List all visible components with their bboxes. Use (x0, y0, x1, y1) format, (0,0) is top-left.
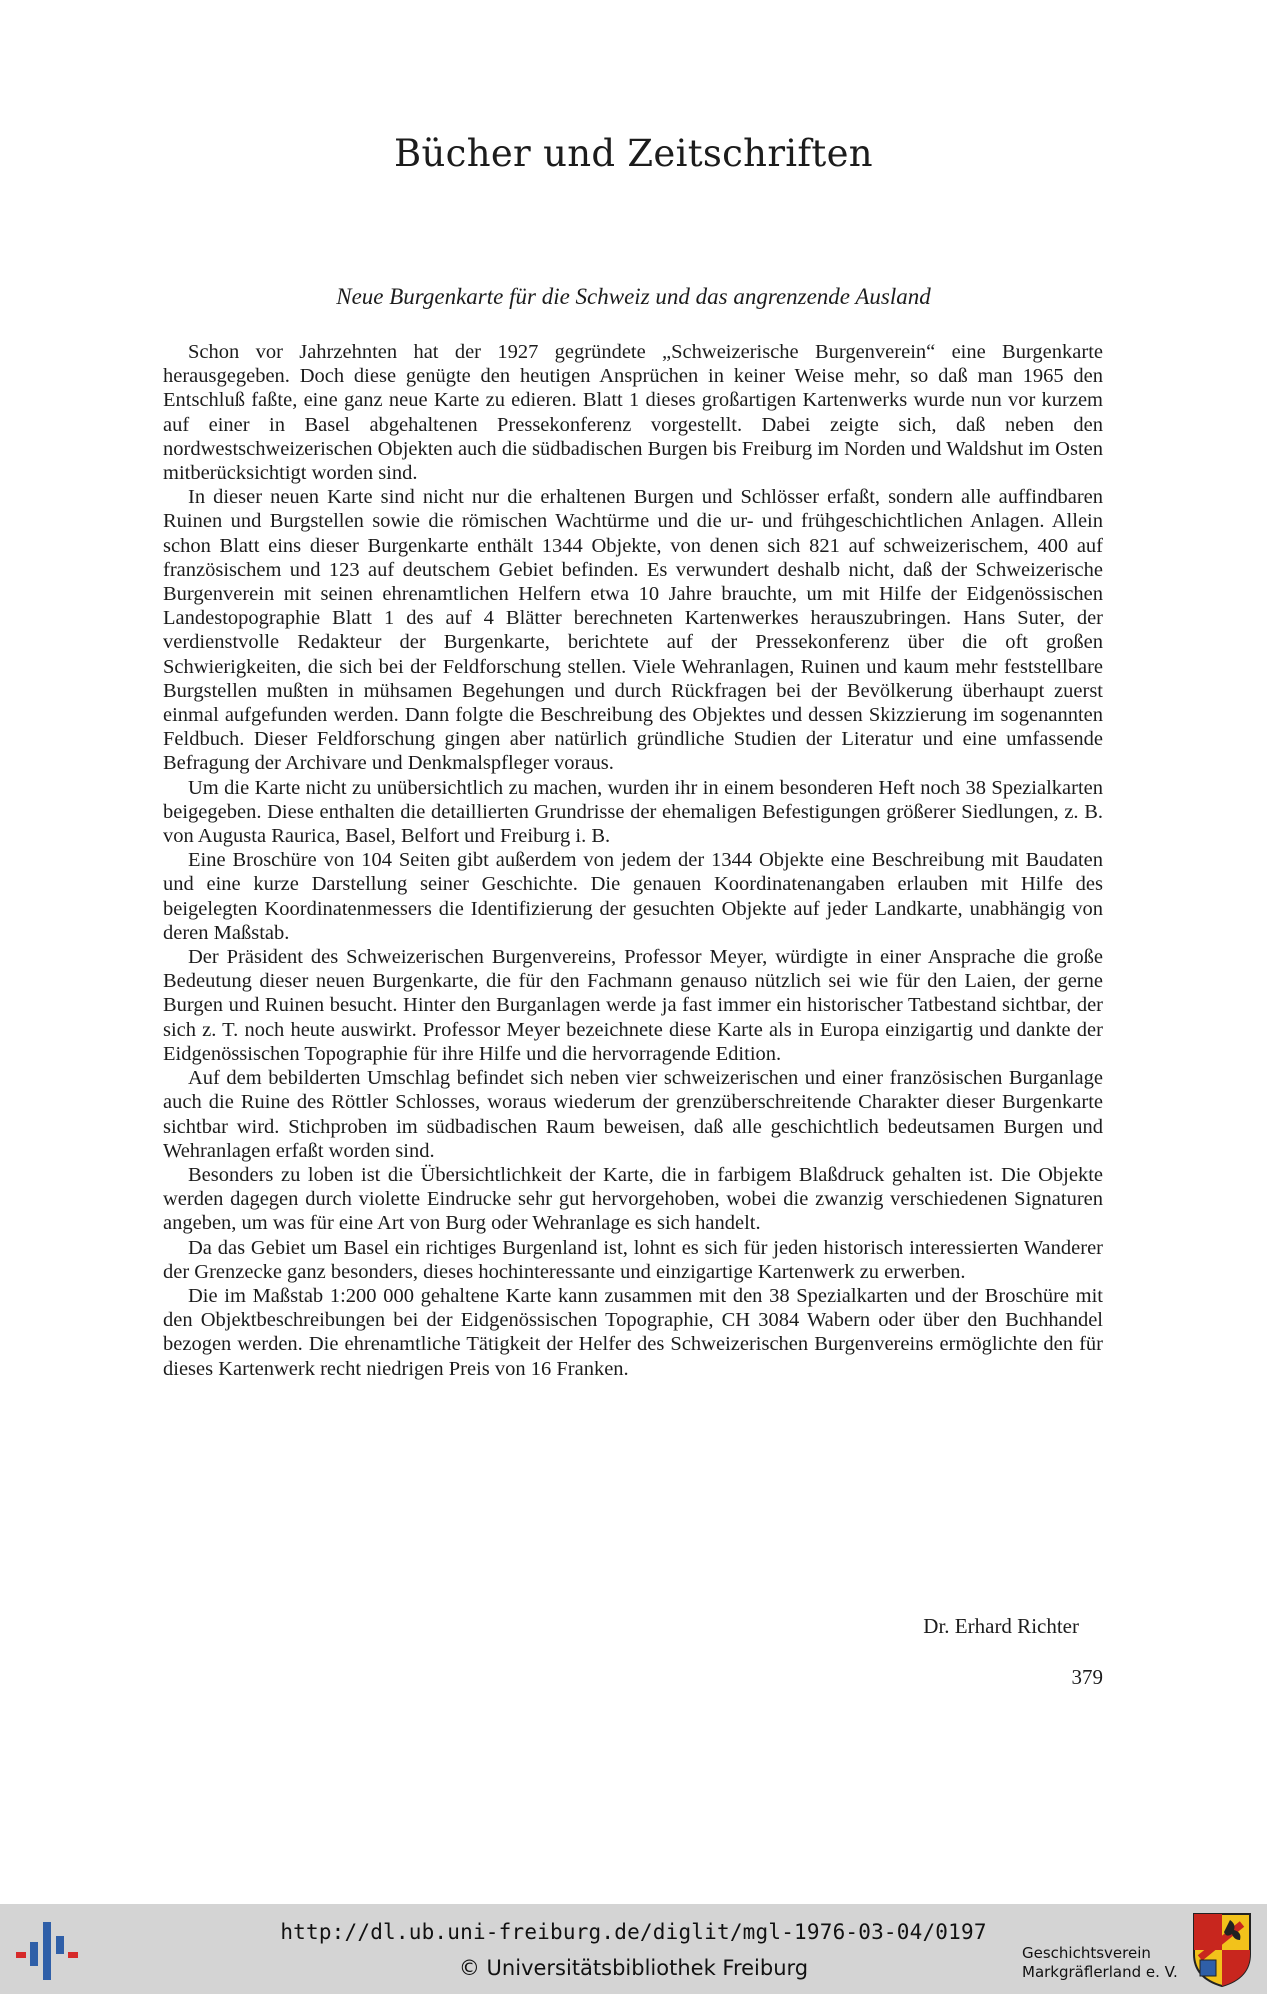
permalink-link[interactable]: http://dl.ub.uni-freiburg.de/diglit/mgl-1976-03-04/0197 (280, 1920, 987, 1944)
paragraph: In dieser neuen Karte sind nicht nur die erhaltenen Burgen und Schlösser erfaßt, sondern alle auffindbaren Ruinen und Burgstellen sowie die römischen Wachtürme und die ur- und frühgeschichtlichen Anlagen. Allein schon Blatt eins dieser Burgenkarte enthält 1344 Objekte, von denen sich 821 auf schweizerischem, 400 auf französischem und 123 auf deutschem Gebiet befinden. Es verwundert deshalb nicht, daß der Schweizerische Burgenverein mit seinen ehrenamtlichen Helfern etwa 10 Jahre brauchte, um mit Hilfe der Eidgenössischen Landestopographie Blatt 1 des auf 4 Blätter berechneten Kartenwerkes herauszubringen. Hans Suter, der verdienstvolle Redakteur der Burgenkarte, berichtete auf der Pressekonferenz über die oft großen Schwierigkeiten, die sich bei der Feldforschung stellen. Viele Wehranlagen, Ruinen und kaum mehr feststellbare Burgstellen mußten in mühsamen Begehungen und durch Rückfragen bei der Bevölkerung überhaupt zuerst einmal aufgefunden werden. Dann folgte die Beschreibung des Objektes und dessen Skizzierung im sogenannten Feldbuch. Dieser Feldforschung gingen aber natürlich gründliche Studien der Literatur und eine umfassende Befragung der Archivare und Denkmalspfleger voraus. (163, 486, 1103, 775)
author-signature: Dr. Erhard Richter (923, 1614, 1079, 1638)
paragraph: Um die Karte nicht zu unübersichtlich zu machen, wurden ihr in einem besonderen Heft noch 38 Spezialkarten beigegeben. Diese enthalten die detaillierten Grundrisse der ehemaligen Befestigungen größerer Siedlungen, z. B. von Augusta Raurica, Basel, Belfort und Freiburg i. B. (163, 776, 1103, 848)
footer-bar (0, 1904, 1267, 1994)
paragraph: Besonders zu loben ist die Übersichtlichkeit der Karte, die in farbigem Blaßdruck gehalten ist. Die Objekte werden dagegen durch violette Eindrucke sehr gut hervorgehoben, wobei die zwanzig verschiedenen Signaturen angeben, um was für eine Art von Burg oder Wehranlage es sich handelt. (163, 1163, 1103, 1235)
paragraph: Der Präsident des Schweizerischen Burgenvereins, Professor Meyer, würdigte in einer Ansprache die große Bedeutung dieser neuen Burgenkarte, die für den Fachmann genauso nützlich sei wie für den Laien, der gerne Burgen und Ruinen besucht. Hinter den Burganlagen werde ja fast immer ein historischer Tatbestand sichtbar, der sich z. T. noch heute auswirkt. Professor Meyer bezeichnete diese Karte als in Europa einzigartig und dankte der Eidgenössischen Topographie für ihre Hilfe und die hervorragende Edition. (163, 946, 1103, 1065)
permalink-url[interactable] (0, 1920, 1267, 1944)
article-subtitle: Neue Burgenkarte für die Schweiz und das angrenzende Ausland (336, 284, 931, 309)
paragraph: Die im Maßstab 1:200 000 gehaltene Karte kann zusammen mit den 38 Spezialkarten und der Broschüre mit den Objektbeschreibungen bei der Eidgenössischen Topographie, CH 3084 Wabern oder über den Buchhandel bezogen werden. Die ehrenamtliche Tätigkeit der Helfer des Schweizerischen Burgenvereins ermöglichte den für dieses Kartenwerk recht niedrigen Preis von 16 Franken. (163, 1284, 1103, 1380)
paragraph: Eine Broschüre von 104 Seiten gibt außerdem von jedem der 1344 Objekte eine Beschreibung mit Baudaten und eine kurze Darstellung seiner Geschichte. Die genauen Koordinatenangaben erlauben mit Hilfe des beigelegten Koordinatenmessers die Identifizierung der gesuchten Objekte auf jeder Landkarte, unabhängig von deren Maßstab. (163, 849, 1103, 944)
page-title: Bücher und Zeitschriften (394, 132, 873, 175)
paragraph: Auf dem bebilderten Umschlag befindet sich neben vier schweizerischen und einer französischen Burganlage auch die Ruine des Röttler Schlosses, woraus wiederum der grenzüberschreitende Charakter dieser Burgenkarte sichtbar wird. Stichproben im südbadischen Raum beweisen, daß alle geschichtlich bedeutsamen Burgen und Wehranlagen erfaßt worden sind. (163, 1067, 1103, 1162)
article-body (163, 340, 1103, 1381)
society-name (1022, 1944, 1178, 1982)
society-name-line1: Geschichtsverein (1022, 1944, 1151, 1962)
paragraph: Schon vor Jahrzehnten hat der 1927 gegründete „Schweizerische Burgenverein“ eine Burgenkarte herausgegeben. Doch diese genügte den heutigen Ansprüchen in keiner Weise mehr, so daß man 1965 den Entschluß faßte, eine ganz neue Karte zu edieren. Blatt 1 dieses großartigen Kartenwerks wurde nun vor kurzem auf einer in Basel abgehaltenen Pressekonferenz vorgestellt. Dabei zeigte sich, daß neben den nordwestschweizerischen Objekten auch die südbadischen Burgen bis Freiburg im Norden und Waldshut im Osten mitberücksichtigt worden sind. (163, 341, 1103, 485)
coat-of-arms-icon (1190, 1910, 1254, 1988)
page-number: 379 (1071, 1665, 1103, 1689)
copyright-notice: © Universitätsbibliothek Freiburg (458, 1956, 809, 1980)
paragraph: Da das Gebiet um Basel ein richtiges Burgenland ist, lohnt es sich für jeden historisch interessierten Wanderer der Grenzecke ganz besonders, dieses hochinteressante und einzigartige Kartenwerk zu erwerben. (163, 1236, 1103, 1283)
society-name-line2: Markgräflerland e. V. (1022, 1963, 1178, 1981)
